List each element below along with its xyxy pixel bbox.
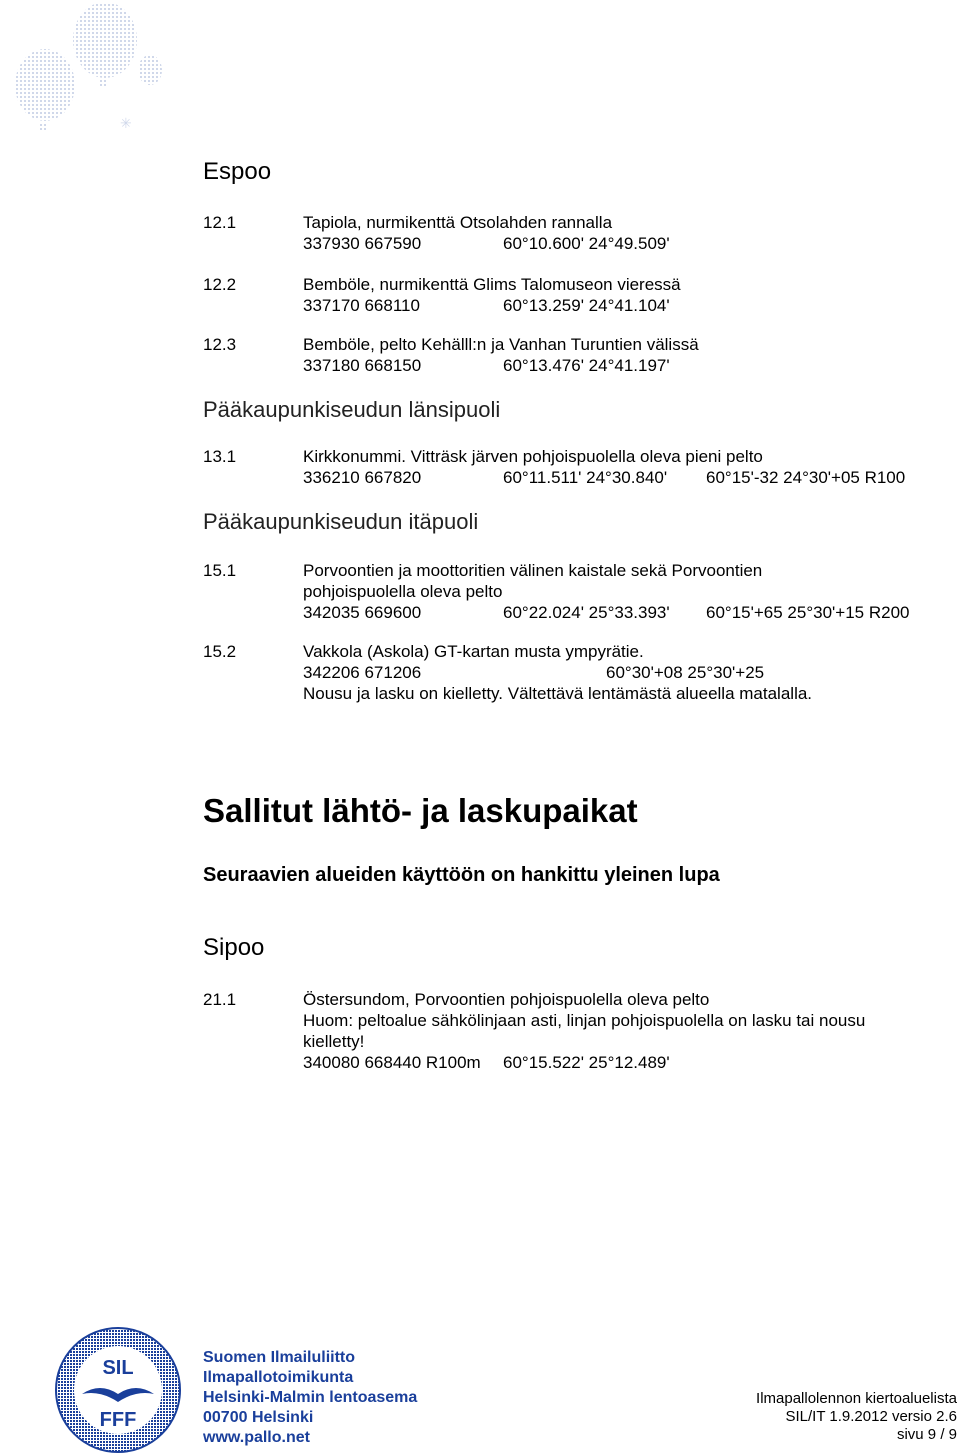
entry-geo: 60°13.476' 24°41.197' (503, 356, 670, 375)
section-heading-sipoo: Sipoo (203, 934, 265, 961)
sil-logo-icon (52, 1324, 184, 1456)
entry-geo: 60°11.511' 24°30.840' (503, 468, 668, 487)
entry-number: 13.1 (203, 447, 237, 466)
entry-coordinates: 336210 667820 (303, 468, 422, 487)
subheading: Seuraavien alueiden käyttöön on hankittu yleinen lupa (203, 864, 720, 886)
entry-number: 12.3 (203, 335, 237, 354)
entry-coordinates: 337180 668150 (303, 356, 422, 375)
logo-bottom-text: FFF (99, 1409, 137, 1431)
svg-text:✳: ✳ (120, 115, 132, 131)
entry-coordinates: 337170 668110 (303, 296, 420, 315)
entry-geo: 60°22.024' 25°33.393' (503, 603, 670, 622)
entry-number: 12.1 (203, 213, 237, 232)
org-airport: Helsinki-Malmin lentoasema (203, 1389, 418, 1406)
entry-number: 12.2 (203, 275, 237, 294)
logo-top-text: SIL (102, 1357, 134, 1379)
doc-version: SIL/IT 1.9.2012 versio 2.6 (785, 1408, 957, 1425)
entry-coordinates: 340080 668440 R100m (303, 1053, 481, 1072)
entry-description: Vakkola (Askola) GT-kartan musta ympyrätie. (303, 642, 644, 661)
entry-geo: 60°15.522' 25°12.489' (503, 1053, 670, 1072)
section-heading-lansipuoli: Pääkaupunkiseudun länsipuoli (203, 397, 501, 422)
entry-description: Bemböle, nurmikenttä Glims Talomuseon vieressä (303, 275, 681, 294)
entry-number: 15.1 (203, 561, 237, 580)
entry-coordinates: 342035 669600 (303, 603, 422, 622)
entry-geo: 60°10.600' 24°49.509' (503, 234, 670, 253)
section-heading-itapuoli: Pääkaupunkiseudun itäpuoli (203, 509, 479, 534)
entry-note: Nousu ja lasku on kielletty. Vältettävä lentämästä alueella matalalla. (303, 684, 813, 703)
entry-description-line2: pohjoispuolella oleva pelto (303, 582, 503, 601)
section-heading-espoo: Espoo (203, 158, 272, 185)
org-committee: Ilmapallotoimikunta (203, 1369, 354, 1386)
doc-title: Ilmapallolennon kiertoaluelista (756, 1390, 957, 1407)
org-postal: 00700 Helsinki (203, 1409, 314, 1426)
entry-extra: 60°15'+65 25°30'+15 R200 (706, 603, 910, 622)
balloon-watermark-icon (0, 0, 180, 140)
entry-number: 21.1 (203, 990, 237, 1009)
entry-note: Huom: peltoalue sähkölinjaan asti, linjan pohjoispuolella on lasku tai nousu (303, 1011, 866, 1030)
entry-number: 15.2 (203, 642, 237, 661)
entry-geo: 60°13.259' 24°41.104' (503, 296, 670, 315)
entry-description: Bemböle, pelto Kehälll:n ja Vanhan Turuntien välissä (303, 335, 699, 354)
org-website: www.pallo.net (203, 1429, 310, 1446)
org-name: Suomen Ilmailuliitto (203, 1349, 356, 1366)
entry-extra: 60°15'-32 24°30'+05 R100 (706, 468, 906, 487)
entry-coordinates: 337930 667590 (303, 234, 422, 253)
page-title: Sallitut lähtö- ja laskupaikat (203, 792, 638, 829)
entry-description: Porvoontien ja moottoritien välinen kaistale sekä Porvoontien (303, 561, 763, 580)
entry-extra: 60°30'+08 25°30'+25 (606, 663, 765, 682)
entry-description: Kirkkonummi. Vitträsk järven pohjoispuolella oleva pieni pelto (303, 447, 763, 466)
entry-coordinates: 342206 671206 (303, 663, 422, 682)
entry-note-cont: kielletty! (303, 1032, 365, 1051)
entry-description: Tapiola, nurmikenttä Otsolahden rannalla (303, 213, 613, 232)
entry-description: Östersundom, Porvoontien pohjoispuolella oleva pelto (303, 990, 710, 1009)
page-number: sivu 9 / 9 (896, 1426, 957, 1443)
